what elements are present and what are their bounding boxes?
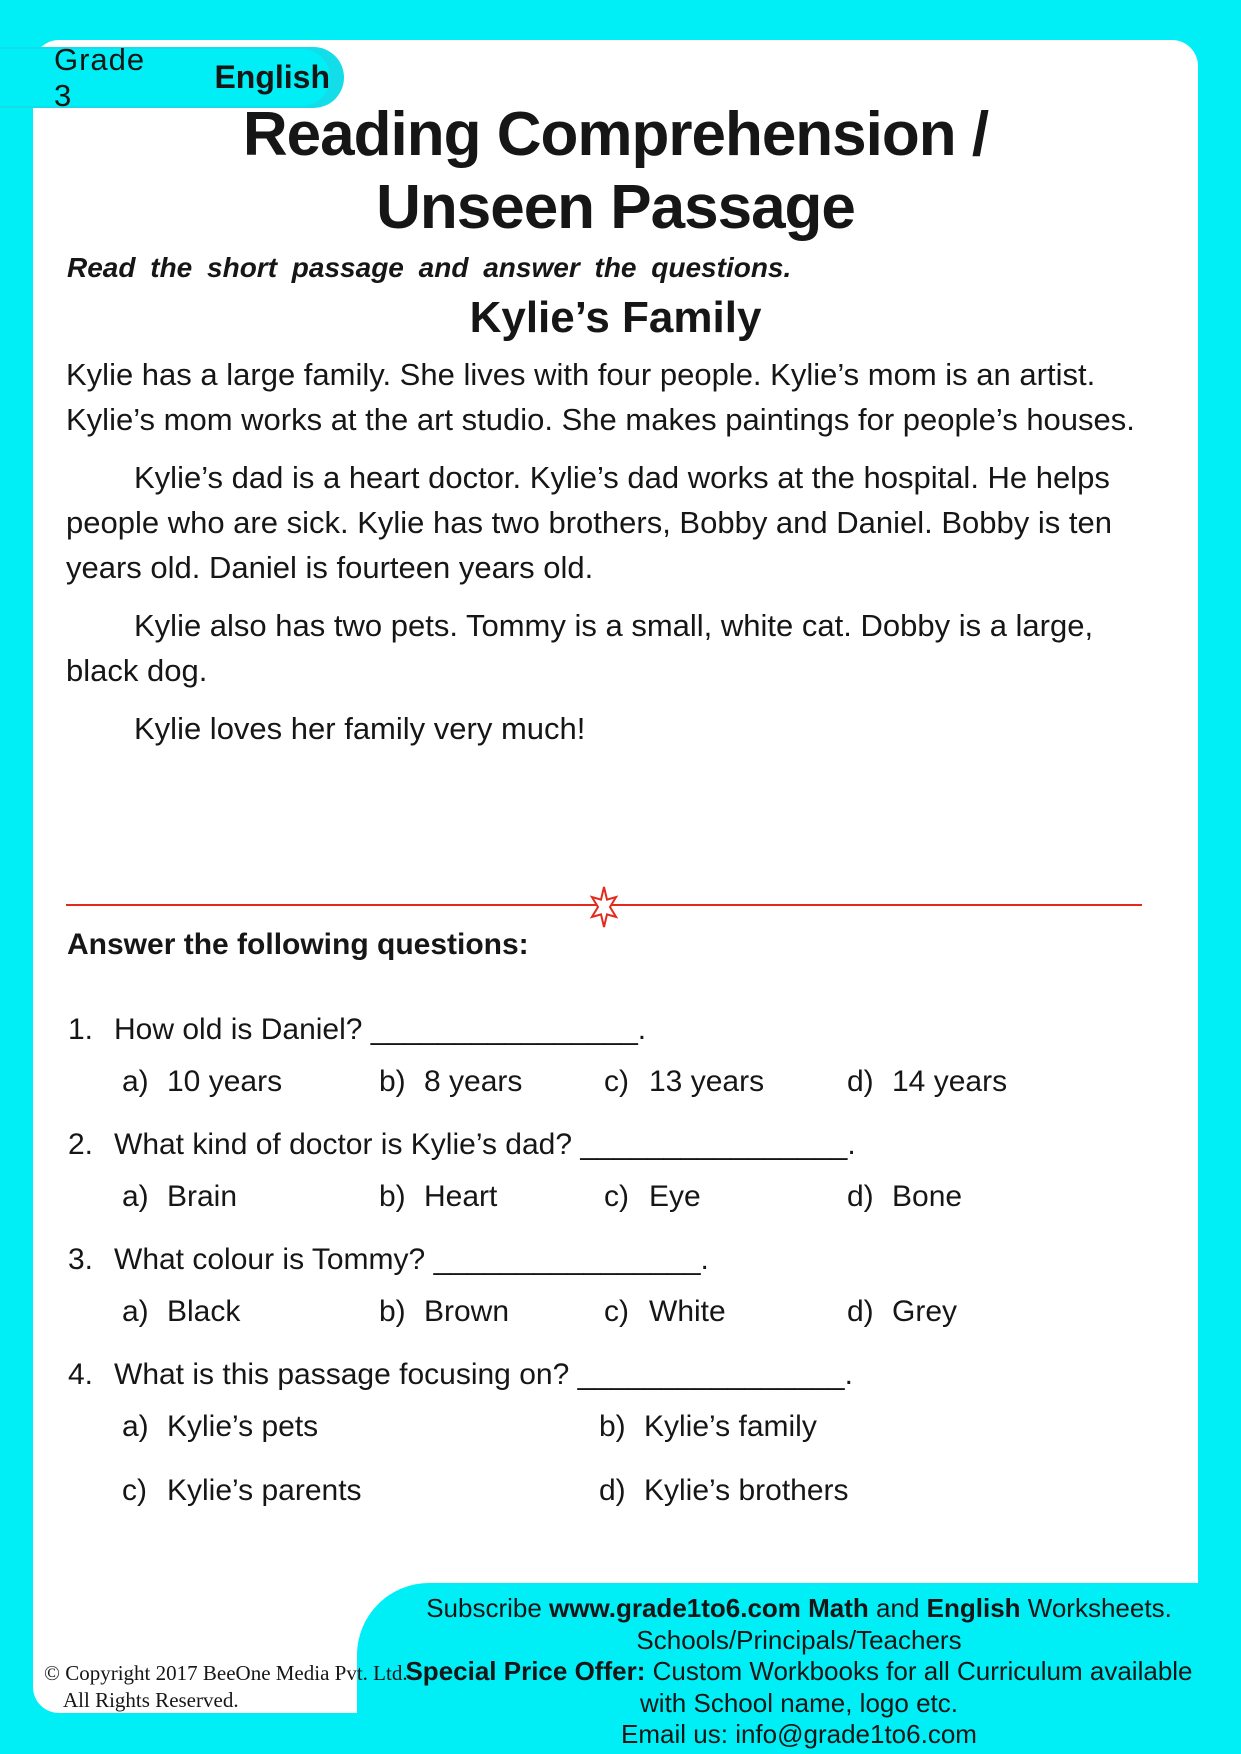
questions-heading: Answer the following questions: — [67, 928, 529, 961]
options-row — [66, 1180, 1172, 1222]
answer-blank: ________________ — [433, 1243, 701, 1276]
passage-paragraph: Kylie’s dad is a heart doctor. Kylie’s dad works at the hospital. He helps people who are sick. Kylie has two brothers, Bobby and Daniel. Bobby is ten years old. Daniel is fourteen years old. — [66, 460, 1112, 585]
options-row — [66, 1474, 1172, 1516]
question-number: 4. — [68, 1358, 94, 1391]
passage-paragraph: Kylie loves her family very much! — [134, 711, 586, 746]
footer-banner — [357, 1583, 1241, 1754]
passage-paragraph: Kylie also has two pets. Tommy is a small, white cat. Dobby is a large, black dog. — [66, 608, 1094, 688]
footer-email-line: Email us: info@grade1to6.com — [621, 1719, 977, 1749]
options-row — [66, 1065, 1172, 1107]
passage-title: Kylie’s Family — [469, 293, 762, 342]
question-number: 1. — [68, 1013, 94, 1046]
website-link-text: www.grade1to6.com Math — [549, 1593, 869, 1623]
answer-blank: ________________ — [580, 1128, 848, 1161]
worksheet-page — [33, 40, 1198, 1713]
option-b: b) Brown — [379, 1295, 510, 1328]
option-c: c) Kylie’s parents — [122, 1474, 362, 1507]
question-text: What is this passage focusing on? ________________. — [114, 1358, 853, 1391]
answer-blank: ________________ — [577, 1358, 845, 1391]
footer-subscribe-line: Subscribe www.grade1to6.com Math and English Worksheets. — [426, 1593, 1172, 1623]
option-b: b) Kylie’s family — [599, 1410, 817, 1443]
copyright-notice — [44, 1660, 408, 1714]
option-b: b) 8 years — [379, 1065, 523, 1098]
option-d: d) Grey — [847, 1295, 958, 1328]
page-title-line1: Reading Comprehension / — [242, 100, 989, 169]
option-d: d) Kylie’s brothers — [599, 1474, 849, 1507]
page-title-line2: Unseen Passage — [376, 173, 855, 242]
footer-offer-line: Special Price Offer: Custom Workbooks for all Curriculum available — [405, 1656, 1193, 1686]
footer-audience-line: Schools/Principals/Teachers — [636, 1624, 962, 1655]
option-a: a) 10 years — [122, 1065, 283, 1098]
option-c: c) 13 years — [604, 1065, 765, 1098]
page-title — [33, 98, 1198, 244]
question-number: 3. — [68, 1243, 94, 1276]
question-text: What colour is Tommy? ________________. — [114, 1243, 709, 1276]
option-c: c) White — [604, 1295, 726, 1328]
grade-label: Grade 3 — [54, 41, 146, 113]
option-a: a) Black — [122, 1295, 241, 1328]
instruction-text: Read the short passage and answer the questions. — [67, 252, 792, 283]
subject-label: English — [214, 59, 330, 95]
section-divider — [66, 886, 1142, 928]
passage-paragraph: Kylie has a large family. She lives with four people. Kylie’s mom is an artist. Kylie’s mom works at the art studio. She makes paintings for people’s houses. — [66, 357, 1135, 437]
footer-offer-line2: with School name, logo etc. — [640, 1687, 958, 1718]
question-text: What kind of doctor is Kylie’s dad? ________________. — [114, 1128, 856, 1161]
option-d: d) 14 years — [847, 1065, 1008, 1098]
copyright-line1: © Copyright 2017 BeeOne Media Pvt. Ltd. — [44, 1661, 408, 1685]
option-b: b) Heart — [379, 1180, 498, 1213]
question-text: How old is Daniel? ________________. — [114, 1013, 647, 1046]
option-a: a) Kylie’s pets — [122, 1410, 319, 1443]
options-row — [66, 1410, 1172, 1452]
passage-body — [66, 352, 1138, 764]
option-c: c) Eye — [604, 1180, 701, 1213]
question-number: 2. — [68, 1128, 94, 1161]
options-row — [66, 1295, 1172, 1337]
star-icon — [589, 886, 619, 928]
answer-blank: ________________ — [370, 1013, 638, 1046]
copyright-line2: All Rights Reserved. — [63, 1688, 239, 1712]
option-d: d) Bone — [847, 1180, 963, 1213]
option-a: a) Brain — [122, 1180, 238, 1213]
